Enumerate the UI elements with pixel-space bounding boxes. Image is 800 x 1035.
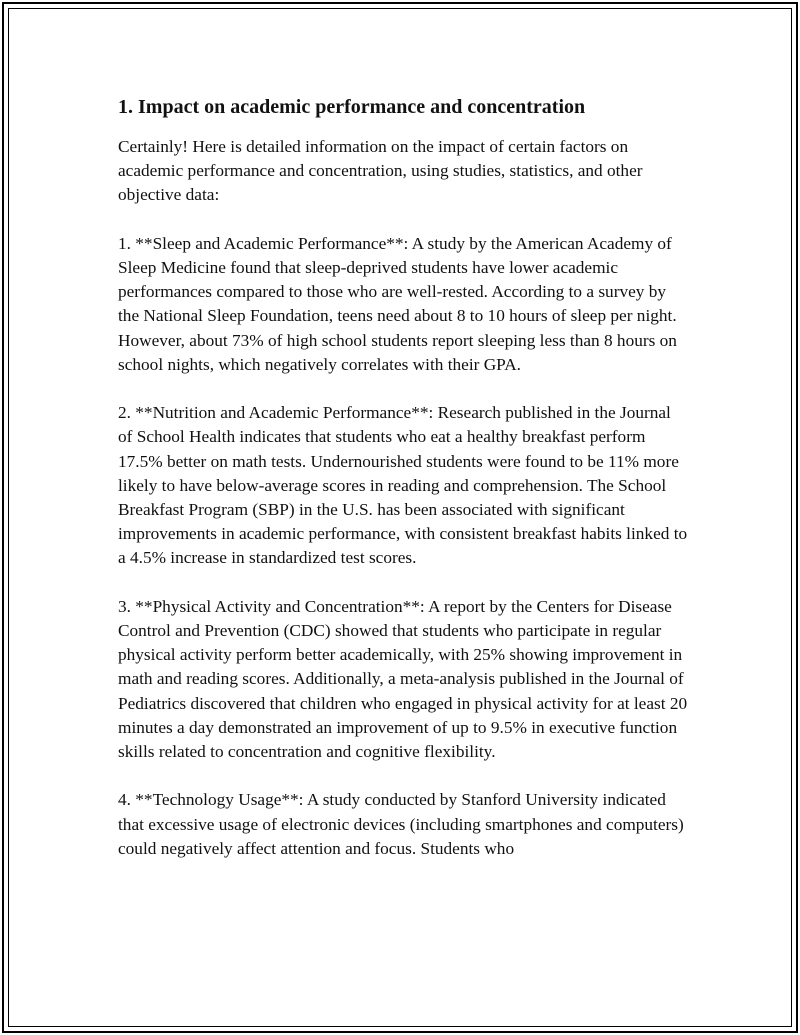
technology-paragraph: 4. **Technology Usage**: A study conducted by Stanford University indicated that excessive usage of electronic devices (including smartphones and computers) could negatively affect attention and focus. Students who bbox=[118, 790, 684, 858]
section-heading: 1. Impact on academic performance and concentration bbox=[118, 96, 586, 118]
physical-activity-paragraph: 3. **Physical Activity and Concentration**: A report by the Centers for Disease Control and Prevention (CDC) showed that students who participate in regular physical activity perform better academically, with 25% showing improvement in math and reading scores. Additionally, a meta-analysis published in the Journal of Pediatrics discovered that children who engaged in physical activity for at least 20 minutes a day demonstrated an improvement of up to 9.5% in executive function skills related to concentration and cognitive flexibility. bbox=[118, 596, 688, 762]
intro-paragraph: Certainly! Here is detailed information on the impact of certain factors on academic performance and concentration, using studies, statistics, and other objective data: bbox=[118, 137, 643, 205]
sleep-paragraph: 1. **Sleep and Academic Performance**: A study by the American Academy of Sleep Medicine found that sleep-deprived students have lower academic performances compared to those who are well-rested. According to a survey by the National Sleep Foundation, teens need about 8 to 10 hours of sleep per night. However, about 73% of high school students report sleeping less than 8 hours on school nights, which negatively correlates with their GPA. bbox=[118, 233, 677, 374]
document-body bbox=[118, 94, 688, 885]
nutrition-paragraph: 2. **Nutrition and Academic Performance**: Research published in the Journal of School Health indicates that students who eat a healthy breakfast perform 17.5% better on math tests. Undernourished students were found to be 11% more likely to have below-average scores in reading and comprehension. The School Breakfast Program (SBP) in the U.S. has been associated with significant improvements in academic performance, with consistent breakfast habits linked to a 4.5% increase in standardized test scores. bbox=[118, 403, 688, 568]
